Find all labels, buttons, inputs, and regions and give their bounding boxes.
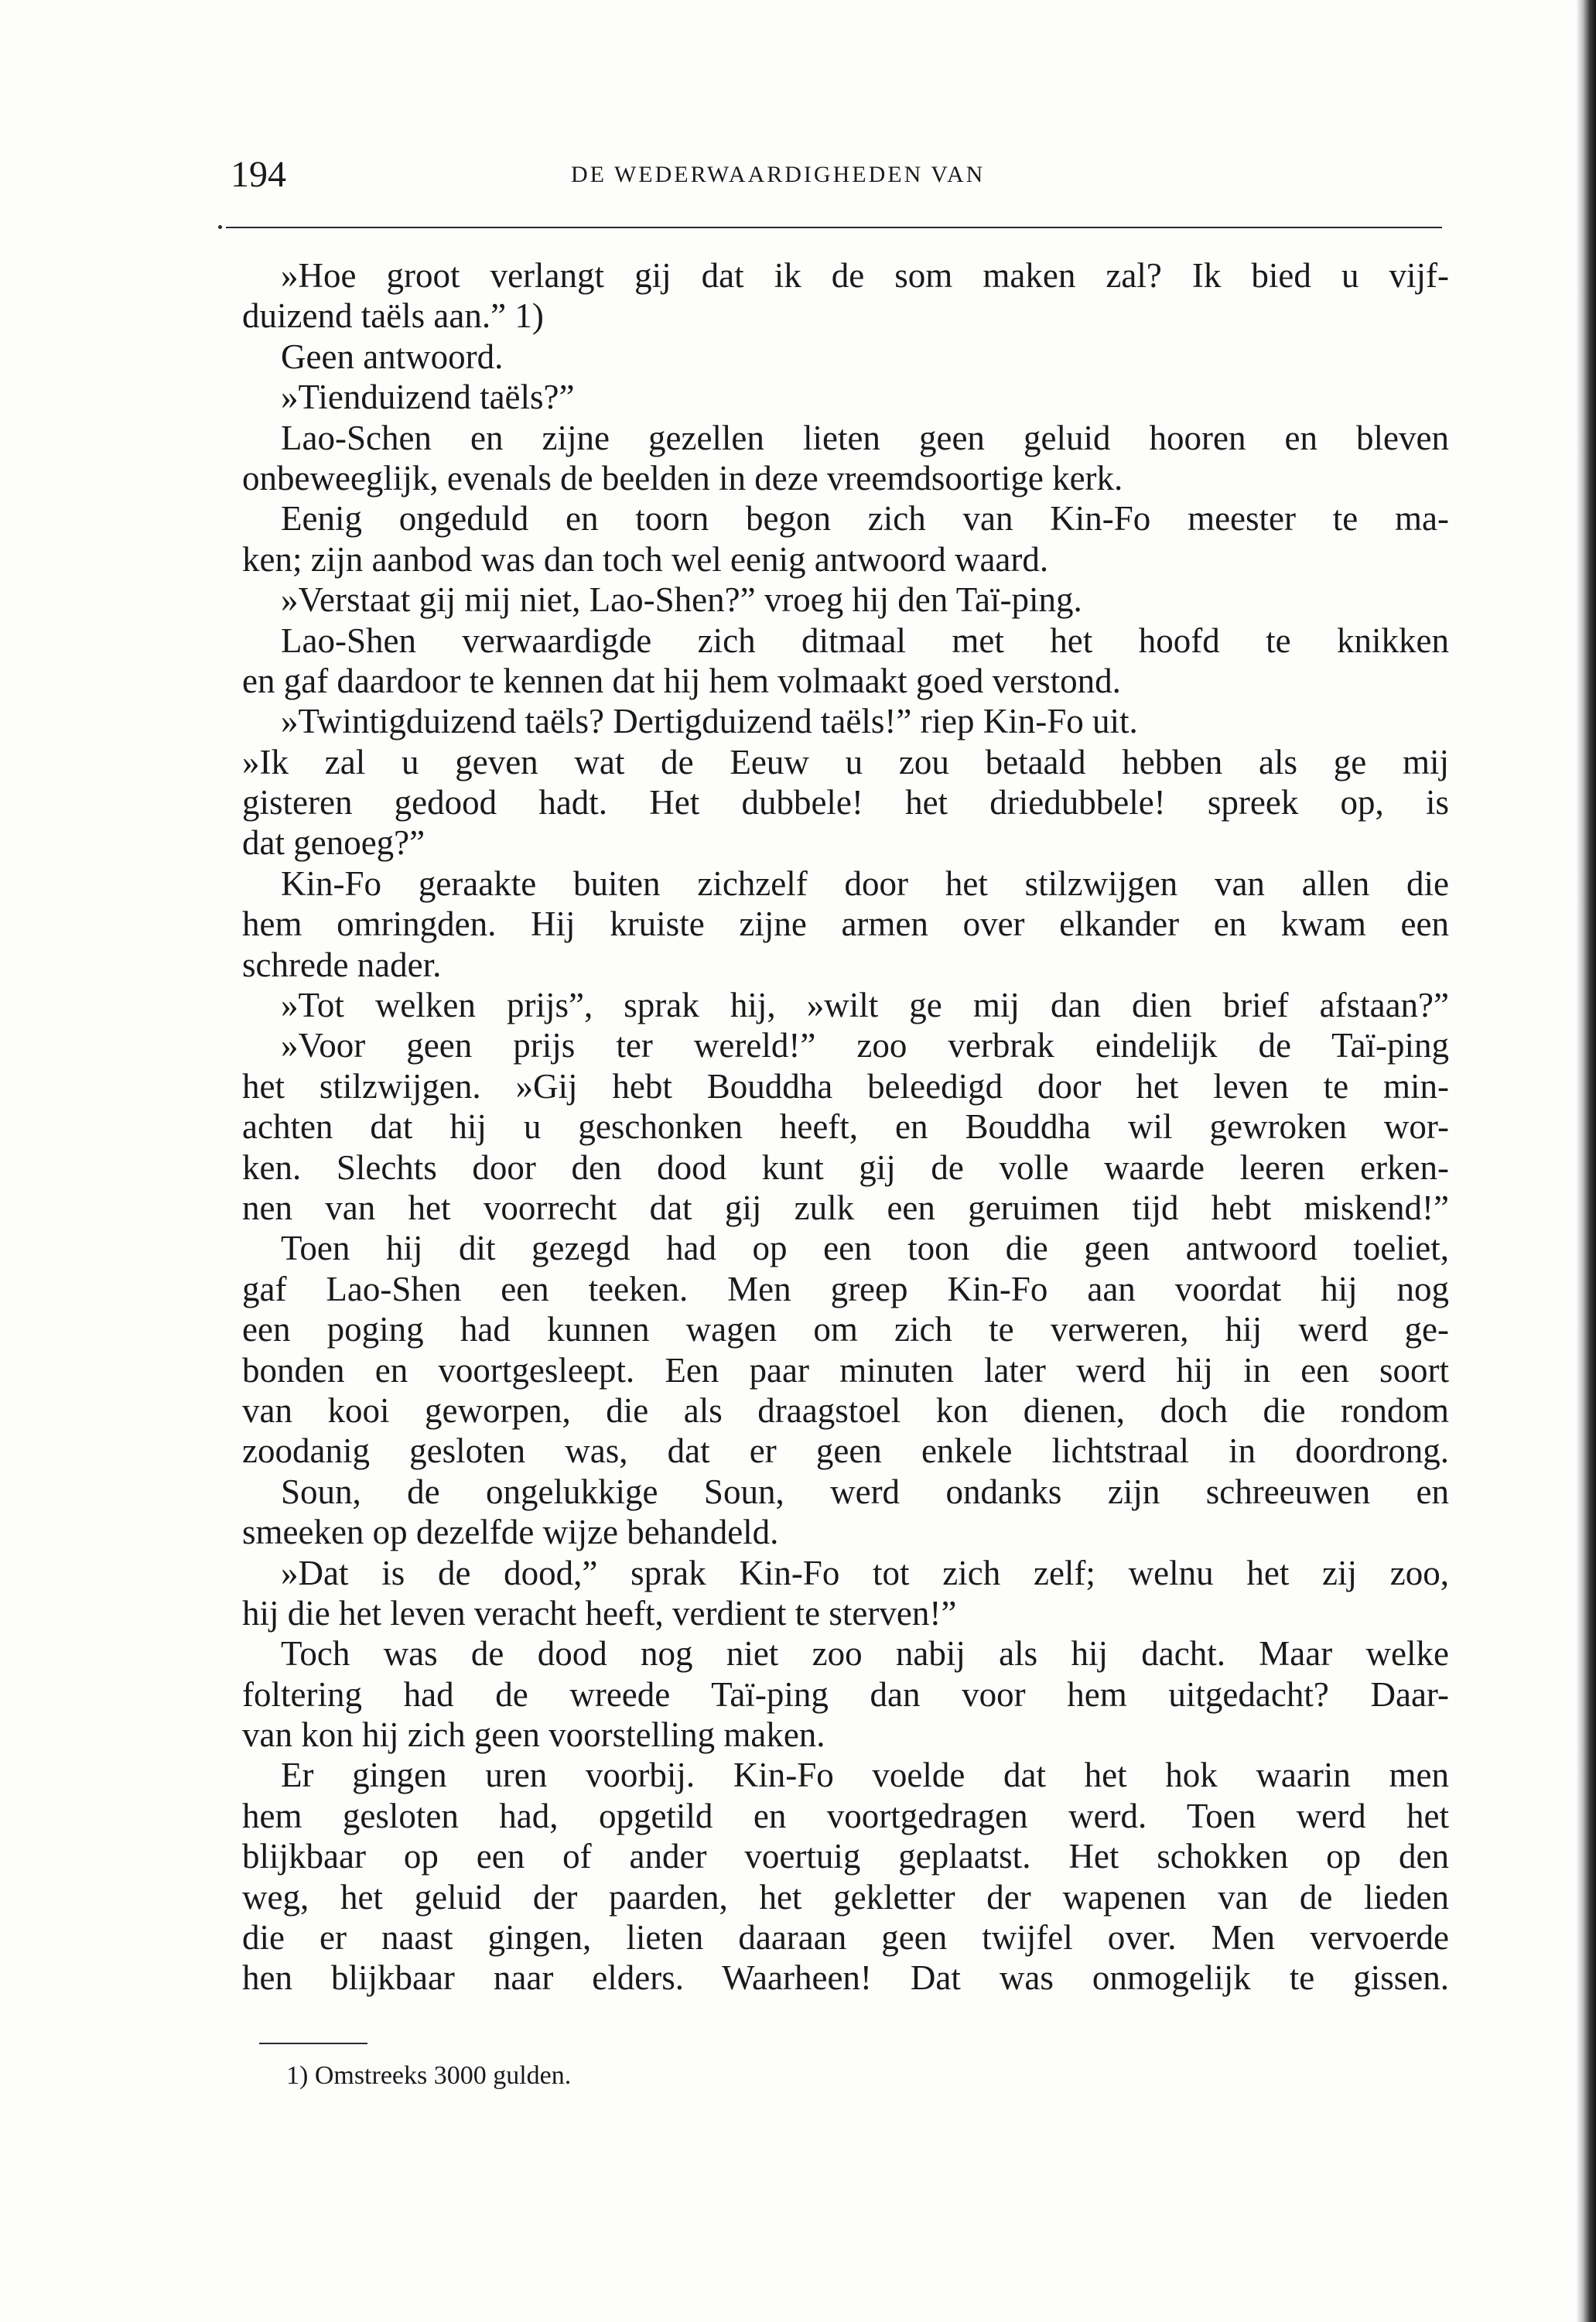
body-text [242,255,1449,1999]
header-dot [218,225,222,229]
text-line: schrede nader. [242,945,442,984]
text-line: foltering had de wreede Taï-ping dan voor hem uitgedacht? Daar- [242,1674,1449,1714]
text-line: duizend taëls aan.” 1) [242,296,544,336]
text-line: hen blijkbaar naar elders. Waarheen! Dat was onmogelijk te gissen. [242,1958,1449,1998]
text-line: Lao-Schen en zijne gezellen lieten geen geluid hooren en bleven [281,418,1449,457]
text-line: achten dat hij u geschonken heeft, en Bouddha wil gewroken wor- [242,1107,1449,1147]
text-line: »Dat is de dood,” sprak Kin-Fo tot zich zelf; welnu het zij zoo, [281,1553,1449,1592]
header-rule [226,227,1442,228]
text-line: hem omringden. Hij kruiste zijne armen over elkander en kwam een [242,905,1449,944]
text-line: Toch was de dood nog niet zoo nabij als hij dacht. Maar welke [281,1634,1449,1674]
text-line: blijkbaar op een of ander voertuig geplaatst. Het schokken op den [242,1837,1449,1876]
text-line: »Tot welken prijs”, sprak hij, »wilt ge mij dan dien brief afstaan?” [281,986,1449,1025]
text-line: hij die het leven veracht heeft, verdient te sterven!” [242,1593,957,1633]
text-line: smeeken op dezelfde wijze behandeld. [242,1513,779,1552]
text-line: »Tienduizend taëls?” [281,378,575,417]
text-line: hem gesloten had, opgetild en voortgedragen werd. Toen werd het [242,1796,1449,1835]
page-binding-edge [1576,0,1596,2322]
text-line: Er gingen uren voorbij. Kin-Fo voelde dat het hok waarin men [281,1756,1449,1795]
text-line: »Hoe groot verlangt gij dat ik de som maken zal? Ik bied u vijf- [281,256,1449,295]
text-line: ken; zijn aanbod was dan toch wel eenig antwoord waard. [242,539,1049,579]
text-line: »Ik zal u geven wat de Eeuw u zou betaald hebben als ge mij [242,742,1449,781]
text-line: Toen hij dit gezegd had op een toon die geen antwoord toeliet, [281,1229,1449,1268]
text-line: die er naast gingen, lieten daaraan geen twijfel over. Men vervoerde [242,1918,1449,1958]
text-line: zoodanig gesloten was, dat er geen enkele lichtstraal in doordrong. [242,1431,1449,1471]
text-line: gaf Lao-Shen een teeken. Men greep Kin-Fo aan voordat hij nog [242,1269,1449,1308]
text-line: »Voor geen prijs ter wereld!” zoo verbrak eindelijk de Taï-ping [281,1026,1449,1065]
footnote: 1) Omstreeks 3000 gulden. [286,2061,572,2090]
footnote-rule [259,2043,367,2044]
text-line: gisteren gedood hadt. Het dubbele! het driedubbele! spreek op, is [242,783,1449,822]
text-line: Kin-Fo geraakte buiten zichzelf door het stilzwijgen van allen die [281,863,1449,903]
text-line: van kon hij zich geen voorstelling maken. [242,1715,825,1755]
text-line: Soun, de ongelukkige Soun, werd ondanks zijn schreeuwen en [281,1472,1449,1511]
text-line: Eenig ongeduld en toorn begon zich van Kin-Fo meester te ma- [281,499,1449,539]
text-line: Geen antwoord. [281,337,504,376]
text-line: en gaf daardoor te kennen dat hij hem volmaakt goed verstond. [242,661,1121,700]
text-line: »Twintigduizend taëls? Dertigduizend taëls!” riep Kin-Fo uit. [281,702,1138,741]
page-header [231,152,1445,198]
text-line: Lao-Shen verwaardigde zich ditmaal met het hoofd te knikken [281,621,1449,660]
text-line: weg, het geluid der paarden, het gekletter der wapenen van de lieden [242,1877,1449,1917]
page-number: 194 [231,154,286,195]
text-line: bonden en voortgesleept. Een paar minuten later werd hij in een soort [242,1350,1449,1390]
text-line: dat genoeg?” [242,823,425,863]
text-line: het stilzwijgen. »Gij hebt Bouddha beleedigd door het leven te min- [242,1066,1449,1106]
text-line: »Verstaat gij mij niet, Lao-Shen?” vroeg hij den Taï-ping. [281,580,1082,620]
text-line: ken. Slechts door den dood kunt gij de volle waarde leeren erken- [242,1147,1449,1187]
text-line: onbeweeglijk, evenals de beelden in deze vreemdsoortige kerk. [242,458,1123,498]
text-line: van kooi geworpen, die als draagstoel kon dienen, doch die rondom [242,1390,1449,1430]
text-line: nen van het voorrecht dat gij zulk een geruimen tijd hebt miskend!” [242,1188,1449,1227]
running-head: DE WEDERWAARDIGHEDEN VAN [571,162,986,187]
text-line: een poging had kunnen wagen om zich te verweren, hij werd ge- [242,1310,1449,1349]
